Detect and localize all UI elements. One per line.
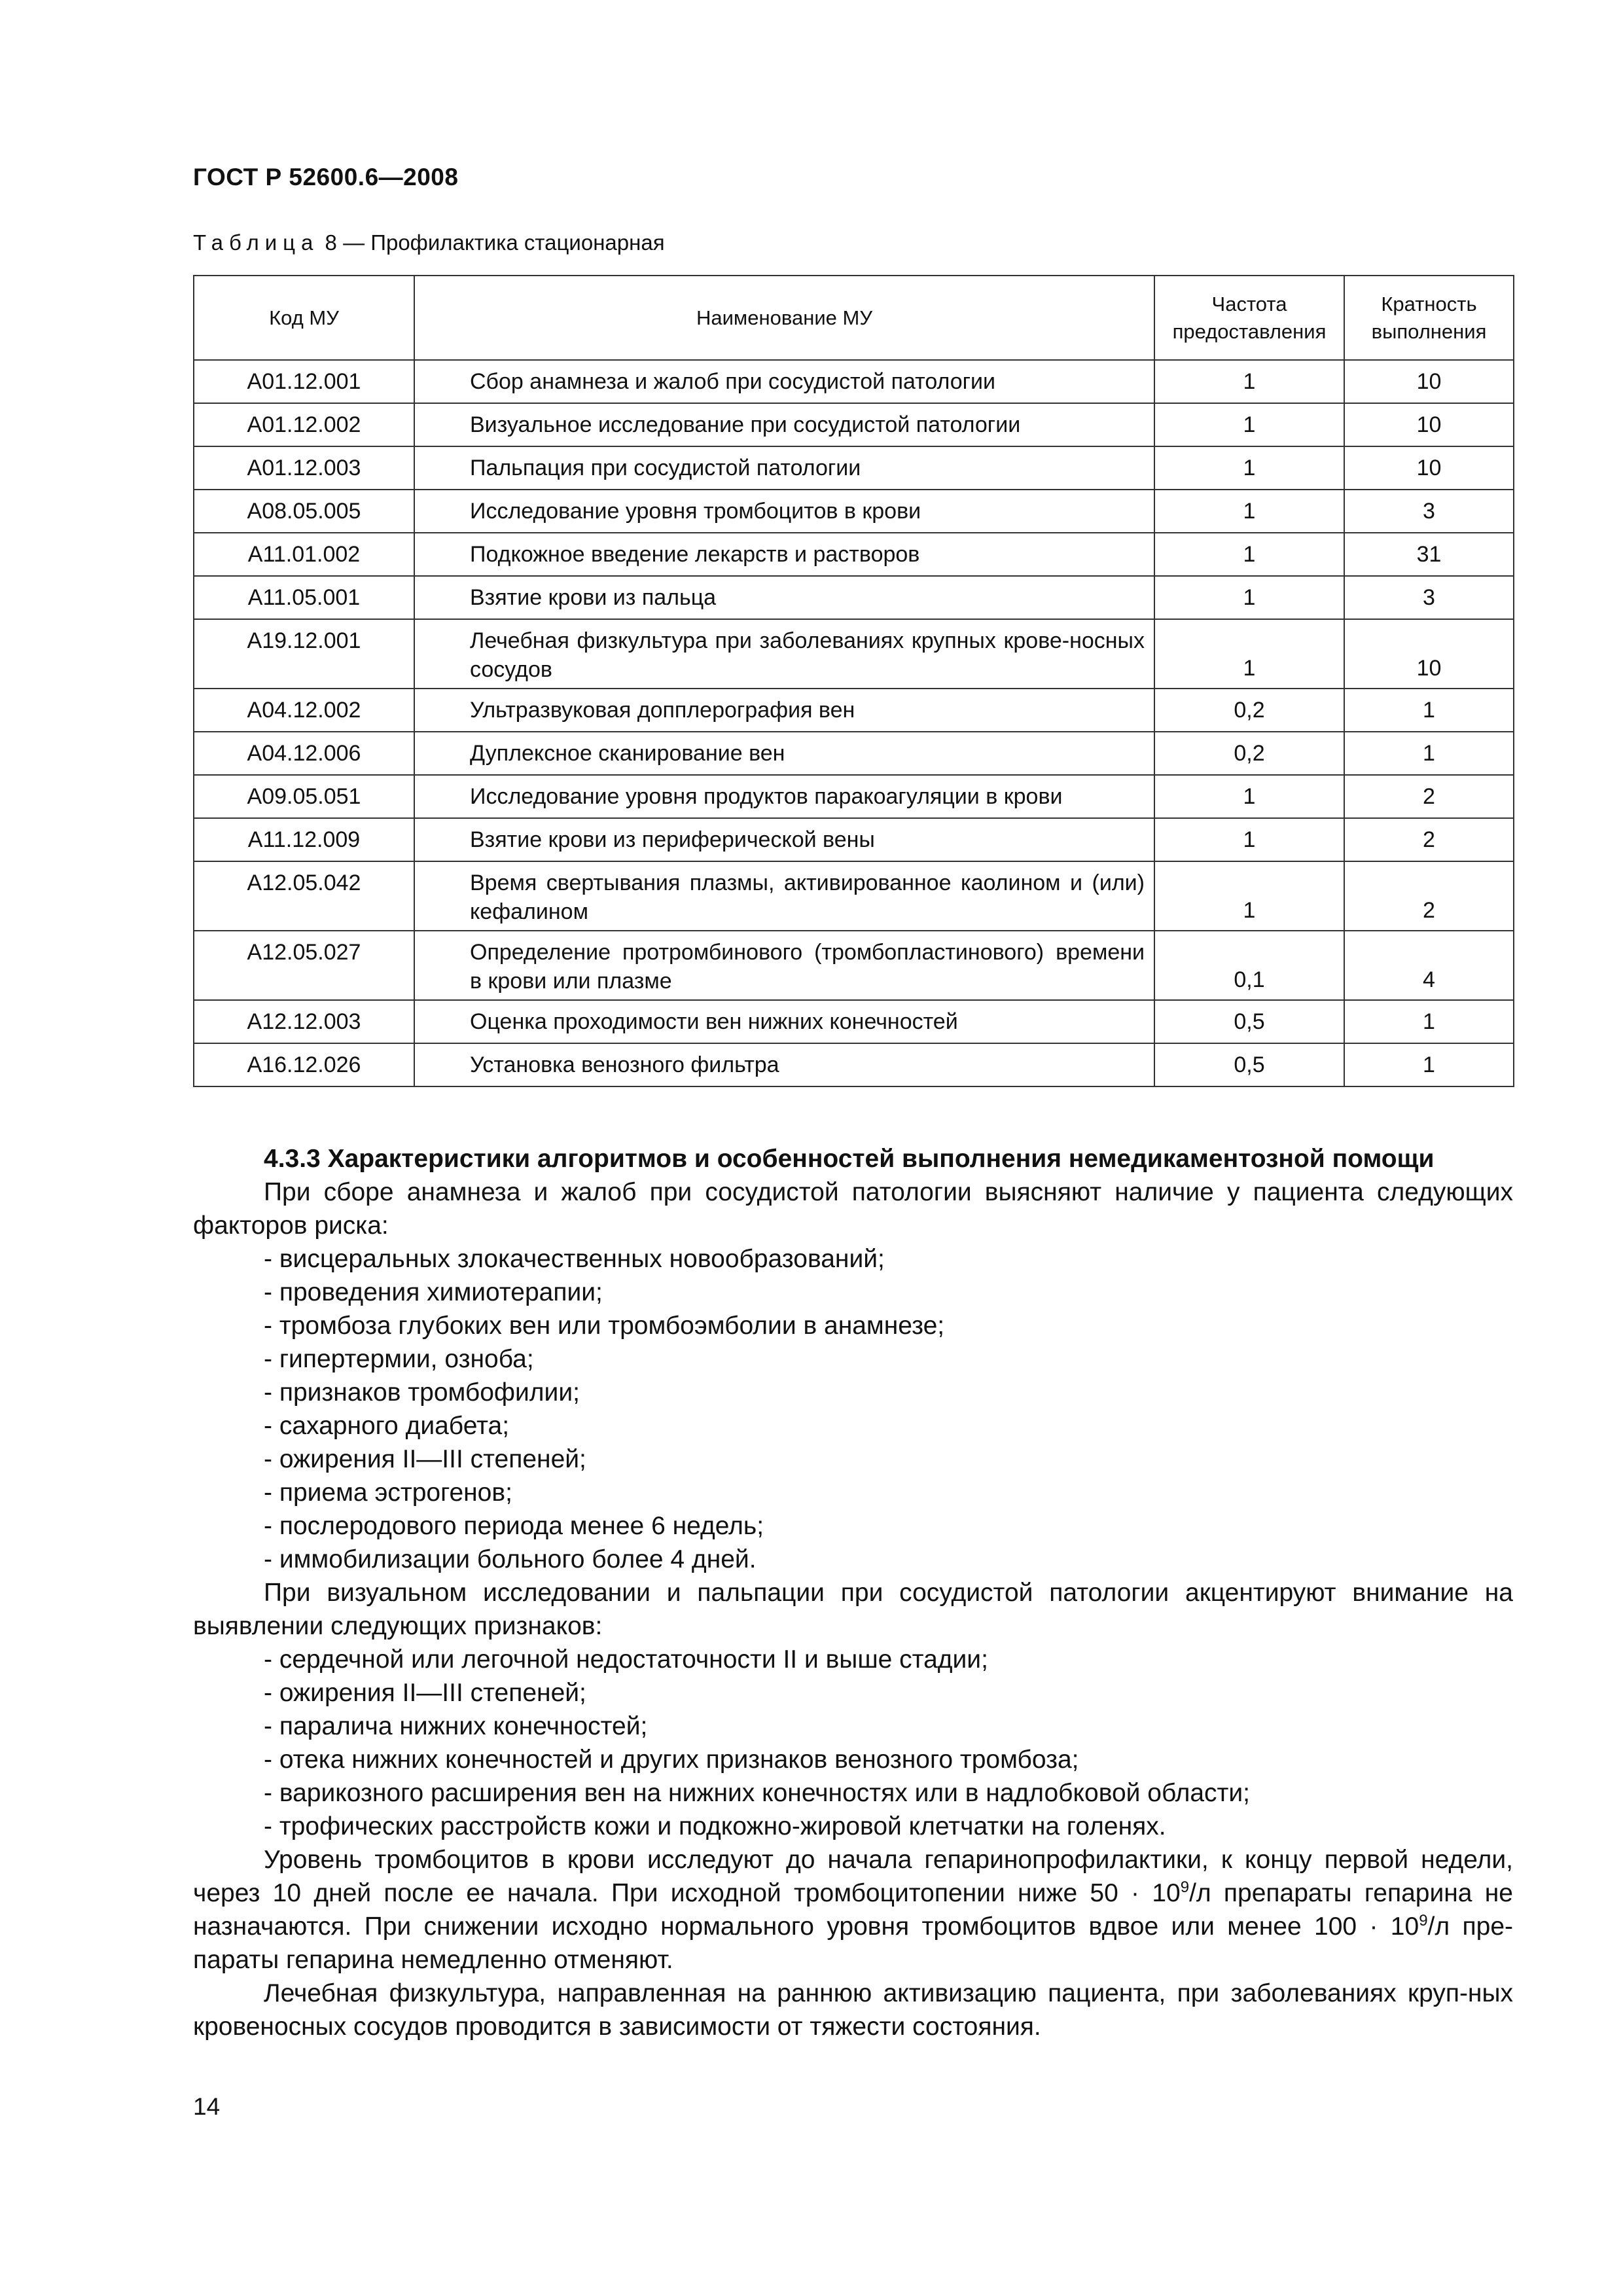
table-caption-prefix: Таблица xyxy=(193,230,319,255)
cell-multiplicity: 10 xyxy=(1344,403,1514,446)
cell-code: A01.12.003 xyxy=(194,446,414,490)
cell-multiplicity: 4 xyxy=(1344,931,1514,1000)
cell-name xyxy=(414,732,1154,775)
cell-multiplicity: 1 xyxy=(1344,732,1514,775)
paragraph-platelets xyxy=(193,1843,1513,1977)
cell-multiplicity: 2 xyxy=(1344,861,1514,931)
signs-list xyxy=(193,1643,1513,1843)
cell-name xyxy=(414,818,1154,861)
cell-multiplicity: 10 xyxy=(1344,446,1514,490)
paragraph-risk-factors: При сборе анамнеза и жалоб при сосудистой патологии выясняют наличие у пациента следующих факторов риска: xyxy=(193,1178,1513,1240)
cell-frequency: 1 xyxy=(1154,818,1344,861)
cell-frequency: 0,2 xyxy=(1154,732,1344,775)
cell-frequency: 0,1 xyxy=(1154,931,1344,1000)
service-name: Сбор анамнеза и жалоб при сосудистой патологии xyxy=(470,369,996,394)
exponent: 9 xyxy=(1419,1912,1428,1929)
column-header-name: Наименование МУ xyxy=(414,276,1154,360)
cell-frequency: 1 xyxy=(1154,619,1344,689)
cell-code: A12.05.027 xyxy=(194,931,414,1000)
table-row xyxy=(194,1043,1514,1086)
cell-multiplicity: 3 xyxy=(1344,490,1514,533)
table-row xyxy=(194,775,1514,818)
table-row xyxy=(194,490,1514,533)
list-item: - сердечной или легочной недостаточности II и выше стадии; xyxy=(264,1645,988,1674)
cell-multiplicity: 1 xyxy=(1344,1000,1514,1043)
service-name: Установка венозного фильтра xyxy=(470,1052,779,1077)
cell-name xyxy=(414,1000,1154,1043)
service-name: Подкожное введение лекарств и растворов xyxy=(470,542,920,567)
cell-name xyxy=(414,360,1154,403)
cell-name xyxy=(414,403,1154,446)
service-name: Взятие крови из пальца xyxy=(470,585,717,610)
list-item: - послеродового периода менее 6 недель; xyxy=(264,1512,764,1540)
cell-code: A11.12.009 xyxy=(194,818,414,861)
cell-frequency: 1 xyxy=(1154,861,1344,931)
cell-multiplicity: 10 xyxy=(1344,360,1514,403)
cell-multiplicity: 10 xyxy=(1344,619,1514,689)
table-row xyxy=(194,732,1514,775)
cell-multiplicity: 2 xyxy=(1344,775,1514,818)
cell-frequency: 1 xyxy=(1154,446,1344,490)
platelets-text-1: Уровень тромбоцитов в крови исследуют до начала гепаринопрофилактики, к концу первой недели, через 10 дней после ее начала. При исходной тромбоцитопении ниже 50 · 10 xyxy=(193,1846,1513,1907)
cell-name xyxy=(414,861,1154,931)
cell-frequency: 1 xyxy=(1154,576,1344,619)
cell-frequency: 1 xyxy=(1154,360,1344,403)
cell-name xyxy=(414,576,1154,619)
list-item: - варикозного расширения вен на нижних конечностях или в надлобковой области; xyxy=(264,1779,1251,1807)
service-name: Определение протромбинового (тромбопластинового) времени в крови или плазме xyxy=(470,940,1145,994)
list-item: - гипертермии, озноба; xyxy=(264,1345,534,1373)
table-row xyxy=(194,619,1514,689)
list-item: - приема эстрогенов; xyxy=(264,1479,512,1507)
table-header-row xyxy=(194,276,1514,360)
cell-code: A16.12.026 xyxy=(194,1043,414,1086)
table-body xyxy=(194,360,1514,1086)
list-item: - иммобилизации больного более 4 дней. xyxy=(264,1545,757,1573)
cell-code: A04.12.002 xyxy=(194,689,414,732)
table-row xyxy=(194,533,1514,576)
cell-name xyxy=(414,619,1154,689)
services-table xyxy=(193,275,1514,1087)
table-row xyxy=(194,446,1514,490)
paragraph-visual-signs: При визуальном исследовании и пальпации при сосудистой патологии акцентируют внимание на выявлении следующих признаков: xyxy=(193,1579,1513,1640)
cell-multiplicity: 3 xyxy=(1344,576,1514,619)
list-item: - висцеральных злокачественных новообразований; xyxy=(264,1245,885,1273)
cell-frequency: 1 xyxy=(1154,775,1344,818)
service-name: Исследование уровня продуктов паракоагуляции в крови xyxy=(470,784,1063,809)
list-item: - проведения химиотерапии; xyxy=(264,1278,603,1306)
cell-frequency: 0,5 xyxy=(1154,1043,1344,1086)
column-header-frequency: Частота предоставления xyxy=(1154,276,1344,360)
paragraph-physio: Лечебная физкультура, направленная на раннюю активизацию пациента, при заболеваниях круп-ных кровеносных сосудов проводится в зависимости от тяжести состояния. xyxy=(193,1979,1513,2041)
cell-code: A04.12.006 xyxy=(194,732,414,775)
cell-multiplicity: 1 xyxy=(1344,689,1514,732)
list-item: - отека нижних конечностей и других признаков венозного тромбоза; xyxy=(264,1746,1079,1774)
cell-name xyxy=(414,775,1154,818)
list-item: - тромбоза глубоких вен или тромбоэмболии в анамнезе; xyxy=(264,1312,945,1340)
service-name: Ультразвуковая допплерография вен xyxy=(470,698,855,723)
table-row xyxy=(194,818,1514,861)
cell-frequency: 0,5 xyxy=(1154,1000,1344,1043)
cell-multiplicity: 2 xyxy=(1344,818,1514,861)
cell-frequency: 1 xyxy=(1154,490,1344,533)
cell-code: A19.12.001 xyxy=(194,619,414,689)
cell-name xyxy=(414,689,1154,732)
service-name: Дуплексное сканирование вен xyxy=(470,741,785,766)
cell-frequency: 1 xyxy=(1154,403,1344,446)
page-number: 14 xyxy=(193,2093,221,2120)
cell-frequency: 0,2 xyxy=(1154,689,1344,732)
column-header-code: Код МУ xyxy=(194,276,414,360)
list-item: - паралича нижних конечностей; xyxy=(264,1712,648,1740)
cell-code: A11.01.002 xyxy=(194,533,414,576)
service-name: Пальпация при сосудистой патологии xyxy=(470,456,861,480)
service-name: Время свертывания плазмы, активированное каолином и (или) кефалином xyxy=(470,870,1145,924)
cell-name xyxy=(414,446,1154,490)
cell-code: A01.12.002 xyxy=(194,403,414,446)
list-item: - ожирения II—III степеней; xyxy=(264,1445,586,1473)
table-row xyxy=(194,1000,1514,1043)
cell-name xyxy=(414,931,1154,1000)
document-header: ГОСТ Р 52600.6—2008 xyxy=(193,164,459,190)
list-item: - трофических расстройств кожи и подкожно-жировой клетчатки на голенях. xyxy=(264,1812,1166,1840)
cell-frequency: 1 xyxy=(1154,533,1344,576)
list-item: - признаков тромбофилии; xyxy=(264,1378,580,1407)
service-name: Лечебная физкультура при заболеваниях крупных крове-носных сосудов xyxy=(470,628,1145,682)
cell-code: A01.12.001 xyxy=(194,360,414,403)
table-row xyxy=(194,931,1514,1000)
cell-code: A11.05.001 xyxy=(194,576,414,619)
table-row xyxy=(194,360,1514,403)
cell-code: A09.05.051 xyxy=(194,775,414,818)
table-row xyxy=(194,403,1514,446)
section-heading: 4.3.3 Характеристики алгоритмов и особенностей выполнения немедикаментозной помощи xyxy=(264,1145,1435,1173)
service-name: Визуальное исследование при сосудистой патологии xyxy=(470,412,1021,437)
platelets-text-2: /л препараты гепарина не назначаются. При снижении исходно нормального уровня тромбоцитов вдвое или менее 100 · 10 xyxy=(193,1879,1513,1941)
table-row xyxy=(194,576,1514,619)
cell-code: A08.05.005 xyxy=(194,490,414,533)
platelets-text-3: /л пре-параты гепарина немедленно отменяют. xyxy=(193,1912,1513,1974)
section-body xyxy=(193,1142,1513,2043)
cell-code: A12.12.003 xyxy=(194,1000,414,1043)
cell-multiplicity: 1 xyxy=(1344,1043,1514,1086)
cell-code: A12.05.042 xyxy=(194,861,414,931)
table-caption xyxy=(193,230,665,255)
cell-name xyxy=(414,490,1154,533)
table-row xyxy=(194,689,1514,732)
exponent: 9 xyxy=(1180,1878,1190,1896)
service-name: Исследование уровня тромбоцитов в крови xyxy=(470,499,921,524)
service-name: Взятие крови из периферической вены xyxy=(470,827,875,852)
column-header-multiplicity: Кратность выполнения xyxy=(1344,276,1514,360)
risk-factors-list xyxy=(193,1242,1513,1576)
table-caption-title: 8 — Профилактика стационарная xyxy=(319,230,665,255)
table-row xyxy=(194,861,1514,931)
cell-multiplicity: 31 xyxy=(1344,533,1514,576)
cell-name xyxy=(414,533,1154,576)
list-item: - ожирения II—III степеней; xyxy=(264,1679,586,1707)
cell-name xyxy=(414,1043,1154,1086)
service-name: Оценка проходимости вен нижних конечностей xyxy=(470,1009,958,1034)
list-item: - сахарного диабета; xyxy=(264,1412,510,1440)
